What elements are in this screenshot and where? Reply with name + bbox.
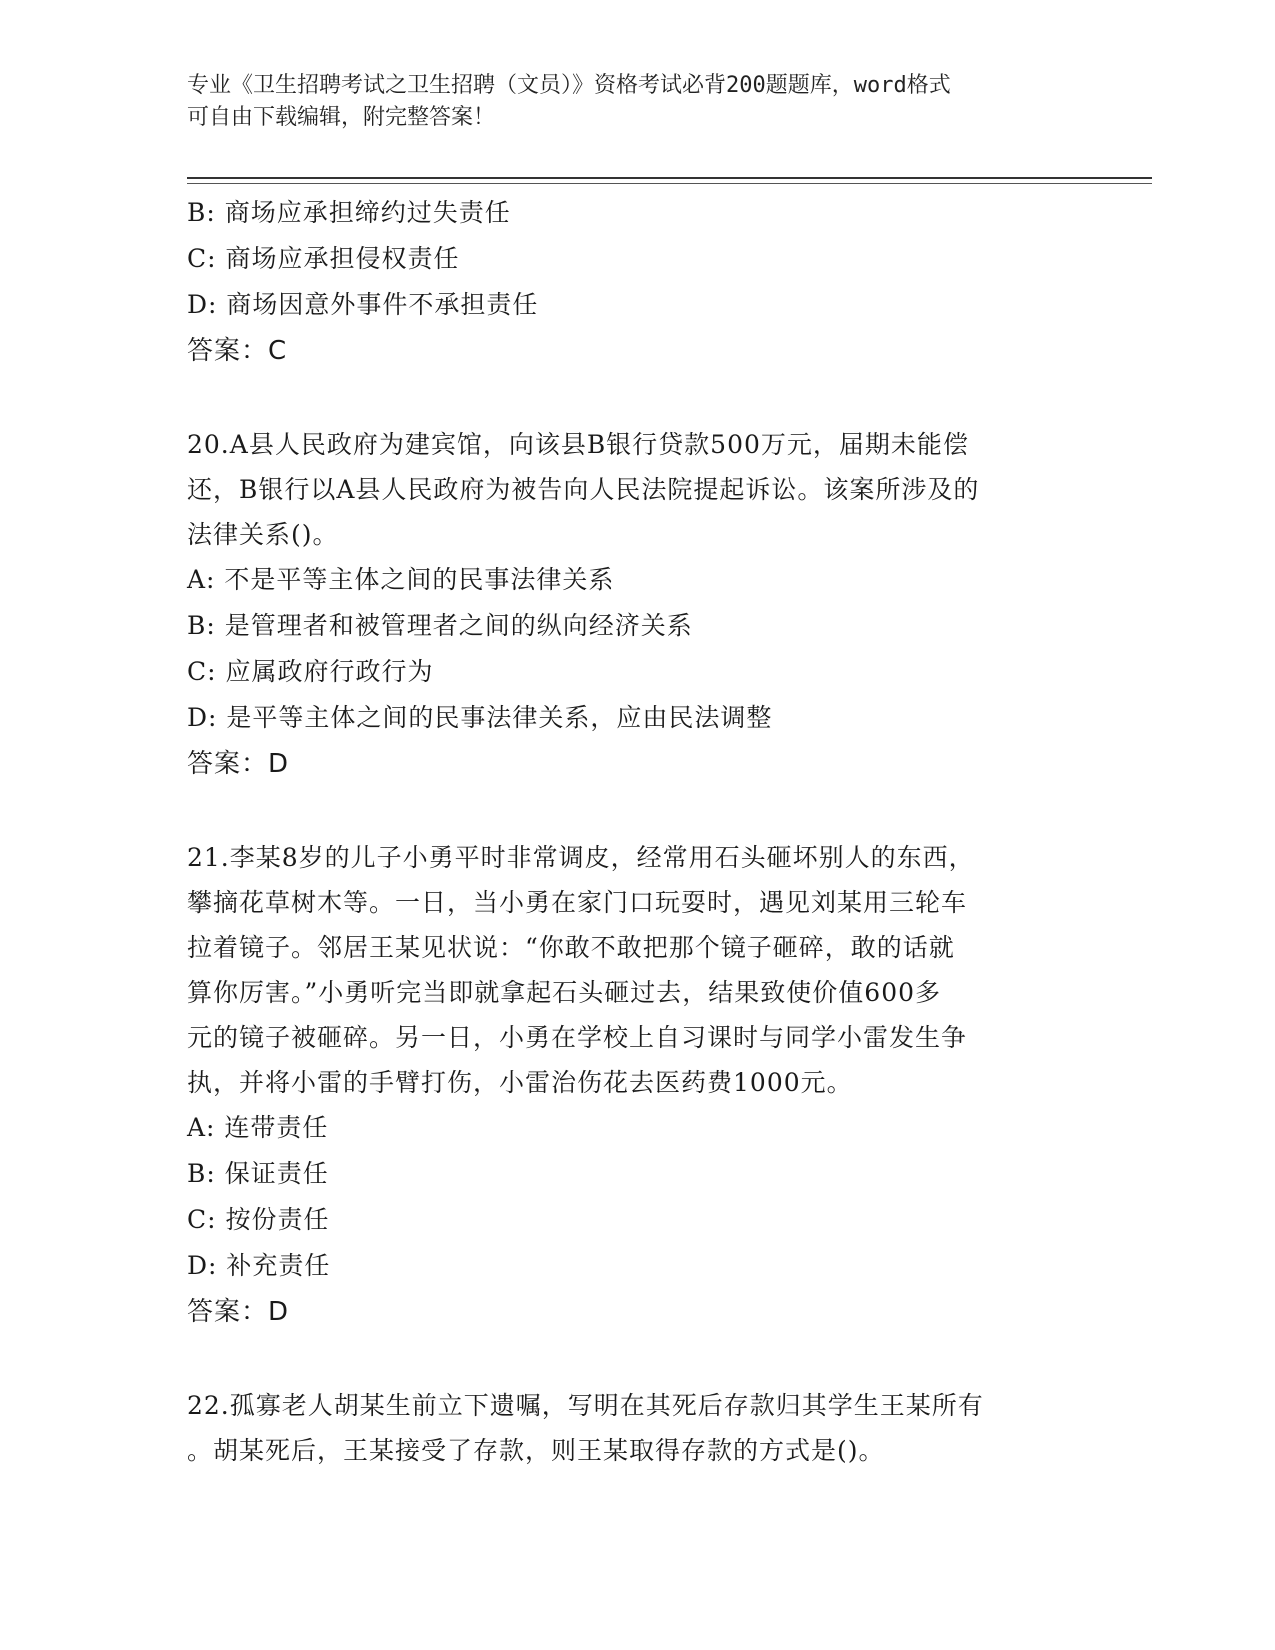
option-b: B: 商场应承担缔约过失责任 [187,198,511,227]
question-stem-line: 算你厉害。”小勇听完当即就拿起石头砸过去，结果致使价值600多 [187,978,942,1007]
option-a: A: 连带责任 [187,1113,329,1142]
question-19-block [187,190,1087,374]
header-divider-thick [187,177,1152,179]
option-d: D: 补充责任 [187,1251,331,1280]
header-line-2: 可自由下载编辑，附完整答案！ [187,105,496,130]
option-b: B: 是管理者和被管理者之间的纵向经济关系 [187,611,693,640]
option-d: D: 是平等主体之间的民事法律关系，应由民法调整 [187,703,773,732]
question-stem-line: 还，B银行以A县人民政府为被告向人民法院提起诉讼。该案所涉及的 [187,475,980,504]
answer-label: 答案：C [187,336,288,366]
question-stem-line: 法律关系()。 [187,520,339,549]
question-content [187,190,1087,1473]
question-stem-line: 20.A县人民政府为建宾馆，向该县B银行贷款500万元，届期未能偿 [187,430,969,459]
question-stem-line: 22.孤寡老人胡某生前立下遗嘱，写明在其死后存款归其学生王某所有 [187,1391,984,1420]
question-stem-line: 攀摘花草树木等。一日，当小勇在家门口玩耍时，遇见刘某用三轮车 [187,888,968,917]
header-line-1: 专业《卫生招聘考试之卫生招聘（文员）》资格考试必背200题题库，word格式 [187,73,951,98]
question-20-block [187,422,1087,787]
option-b: B: 保证责任 [187,1159,329,1188]
question-stem-line: 执，并将小雷的手臂打伤，小雷治伤花去医药费1000元。 [187,1068,853,1097]
question-22-block [187,1383,1087,1473]
question-stem-line: 元的镜子被砸碎。另一日，小勇在学校上自习课时与同学小雷发生争 [187,1023,968,1052]
question-stem-line: 。胡某死后，王某接受了存款，则王某取得存款的方式是()。 [187,1436,885,1465]
answer-label: 答案：D [187,749,290,779]
option-d: D: 商场因意外事件不承担责任 [187,290,539,319]
header-divider-thin [187,183,1152,184]
question-stem-line: 拉着镜子。邻居王某见状说：“你敢不敢把那个镜子砸碎，敢的话就 [187,933,955,962]
document-header [187,70,1067,134]
option-c: C: 按份责任 [187,1205,330,1234]
question-stem-line: 21.李某8岁的儿子小勇平时非常调皮，经常用石头砸坏别人的东西， [187,843,975,872]
answer-label: 答案：D [187,1297,290,1327]
option-c: C: 商场应承担侵权责任 [187,244,460,273]
question-21-block [187,835,1087,1335]
option-a: A: 不是平等主体之间的民事法律关系 [187,565,615,594]
option-c: C: 应属政府行政行为 [187,657,434,686]
